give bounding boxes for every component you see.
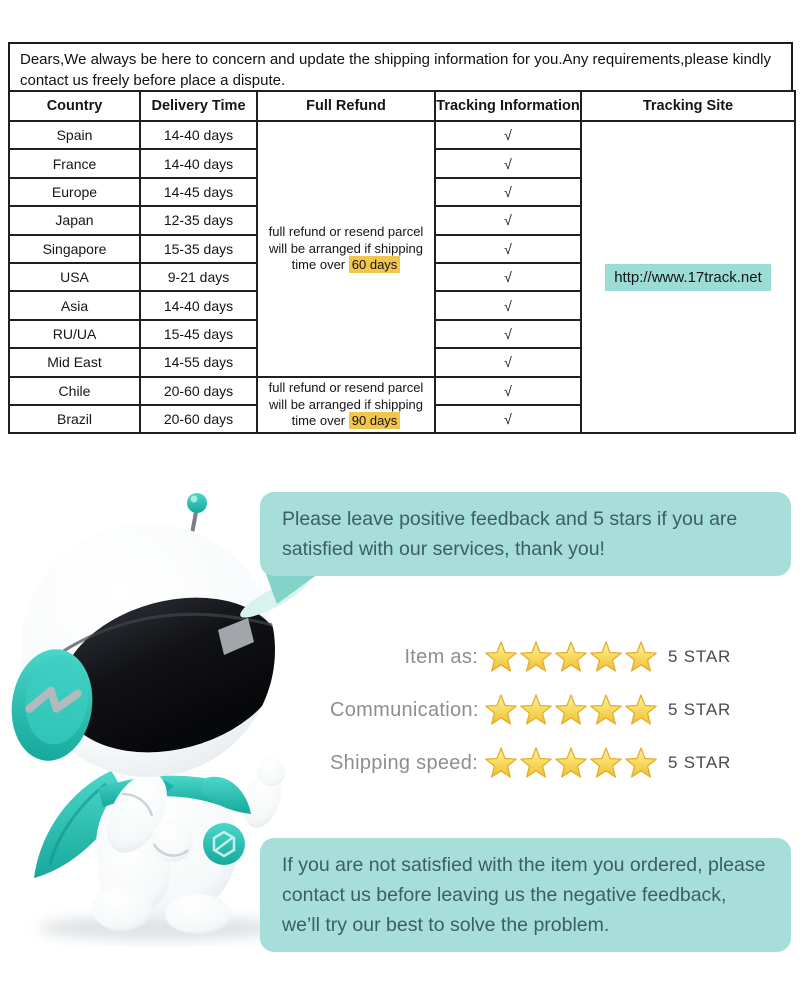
star-icon [484,747,518,779]
country-cell: Singapore [9,235,140,263]
tracking-check-cell: √ [435,263,581,291]
star-icon [624,747,658,779]
star-icon [484,694,518,726]
delivery-time-cell: 14-55 days [140,348,257,376]
star-icon [589,641,623,673]
column-header-country: Country [9,91,140,121]
delivery-time-cell: 12-35 days [140,206,257,234]
delivery-time-cell: 14-40 days [140,291,257,319]
rating-row-item-as [330,641,731,673]
column-header-tracking-information: Tracking Information [435,91,581,121]
refund-highlight: 60 days [349,256,401,273]
country-cell: Japan [9,206,140,234]
tracking-check-cell: √ [435,320,581,348]
refund-policy-cell [257,121,435,377]
star-icon [624,641,658,673]
country-cell: RU/UA [9,320,140,348]
robot-badge [203,823,245,865]
column-header-tracking-site: Tracking Site [581,91,795,121]
refund-policy-cell [257,377,435,434]
star-icon [484,641,518,673]
country-cell: Brazil [9,405,140,433]
tracking-check-cell: √ [435,206,581,234]
rating-label: Communication: [330,698,479,721]
speech-bubble-bottom-text: If you are not satisfied with the item you ordered, please contact us before leaving us the negative feedback, we’ll try our best to solve the problem. [282,854,766,936]
tracking-site-link[interactable]: http://www.17track.net [605,264,771,291]
speech-bubble-bottom [260,838,791,952]
country-cell: Chile [9,377,140,405]
table-row [9,121,795,149]
country-cell: France [9,149,140,177]
tracking-check-cell: √ [435,348,581,376]
notice-text: Dears,We always be here to concern and update the shipping information for you.Any requirements,please kindly contact us freely before place a dispute. [20,51,771,89]
robot-left-foot [92,885,152,931]
rating-value: 5 STAR [668,700,732,719]
star-rating [484,641,659,673]
robot-right-foot [165,894,231,934]
mascot-shadow [38,915,282,941]
refund-highlight: 90 days [349,412,401,429]
star-icon [589,694,623,726]
rating-row-communication [330,694,731,726]
rating-value: 5 STAR [668,647,732,666]
delivery-time-cell: 15-35 days [140,235,257,263]
star-icon [519,641,553,673]
column-header-delivery-time: Delivery Time [140,91,257,121]
shipping-table [8,90,796,434]
star-icon [589,747,623,779]
delivery-time-cell: 20-60 days [140,405,257,433]
tracking-check-cell: √ [435,121,581,149]
delivery-time-cell: 20-60 days [140,377,257,405]
tracking-check-cell: √ [435,149,581,177]
speech-bubble-top-text: Please leave positive feedback and 5 stars if you are satisfied with our services, thank you! [282,508,738,560]
country-cell: Asia [9,291,140,319]
refund-text: full refund or resend parcel will be arranged if shipping time over [268,380,424,429]
rating-label: Shipping speed: [330,751,478,774]
tracking-check-cell: √ [435,235,581,263]
star-icon [554,694,588,726]
star-icon [519,694,553,726]
tracking-check-cell: √ [435,405,581,433]
robot-right-arm [237,758,288,833]
country-cell: Mid East [9,348,140,376]
tracking-site-cell [581,121,795,433]
column-header-full-refund: Full Refund [257,91,435,121]
delivery-time-cell: 9-21 days [140,263,257,291]
star-rating [484,747,659,779]
rating-row-shipping-speed [330,747,731,779]
rating-value: 5 STAR [668,753,732,772]
table-header-row [9,91,795,121]
speech-bubble-top [260,492,791,576]
refund-text: full refund or resend parcel will be arranged if shipping time over [268,224,424,272]
star-ratings [330,641,731,800]
delivery-time-cell: 14-45 days [140,178,257,206]
delivery-time-cell: 14-40 days [140,149,257,177]
tracking-check-cell: √ [435,178,581,206]
rating-label: Item as: [404,645,478,668]
country-cell: Europe [9,178,140,206]
country-cell: Spain [9,121,140,149]
country-cell: USA [9,263,140,291]
star-rating [484,694,659,726]
star-icon [554,747,588,779]
delivery-time-cell: 14-40 days [140,121,257,149]
star-icon [519,747,553,779]
star-icon [554,641,588,673]
tracking-check-cell: √ [435,291,581,319]
star-icon [624,694,658,726]
delivery-time-cell: 15-45 days [140,320,257,348]
tracking-check-cell: √ [435,377,581,405]
